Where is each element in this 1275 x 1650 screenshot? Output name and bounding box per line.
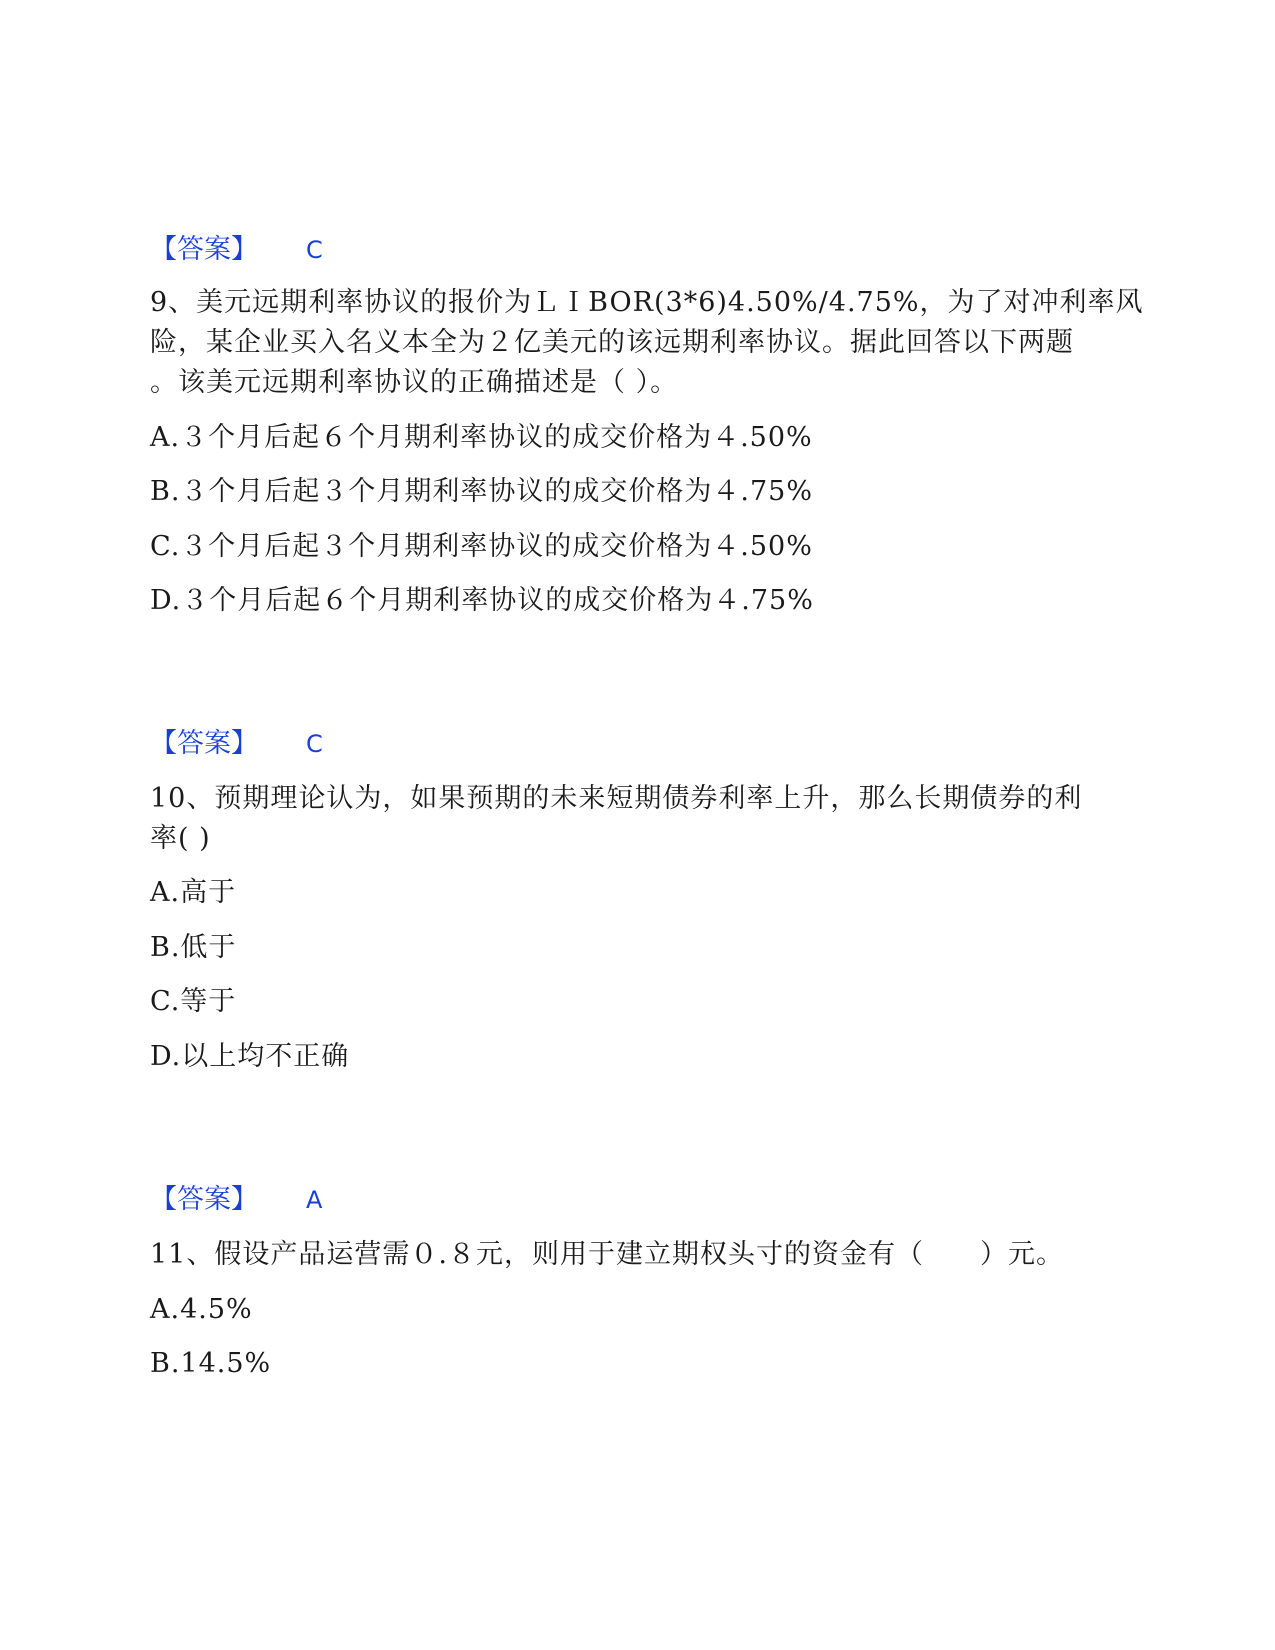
answer-value: A [306,1186,323,1214]
answer-value: C [306,730,323,758]
question-11-line-1: 11、假设产品运营需０.８元，则用于建立期权头寸的资金有（ ）元。 [150,1239,1064,1270]
question-10-option-d: D.以上均不正确 [150,1041,350,1072]
answer-row [150,1180,322,1220]
answer-label: 【答案】 [150,728,258,759]
question-9-line-1: 9、美元远期利率协议的报价为ＬＩBOR(3*6)4.50%/4.75%，为了对冲利率风 [150,287,1144,318]
answer-label: 【答案】 [150,234,258,265]
question-10-option-a: A.高于 [150,877,237,908]
question-9-line-2: 险，某企业买入名义本全为２亿美元的该远期利率协议。据此回答以下两题 [150,327,1074,358]
question-10-option-c: C.等于 [150,986,237,1017]
answer-row [150,230,323,270]
answer-value: C [306,236,323,264]
question-9-option-b: B.３个月后起３个月期利率协议的成交价格为４.75% [150,476,814,507]
question-11-option-b: B.14.5% [150,1348,272,1379]
question-9-option-a: A.３个月后起６个月期利率协议的成交价格为４.50% [150,422,813,453]
question-9-option-c: C.３个月后起３个月期利率协议的成交价格为４.50% [150,531,813,562]
question-11-option-a: A.4.5% [150,1294,253,1325]
question-10-option-b: B.低于 [150,932,237,963]
question-10-line-1: 10、预期理论认为，如果预期的未来短期债券利率上升，那么长期债券的利 [150,783,1083,814]
question-9-line-3: 。该美元远期利率协议的正确描述是（ ）。 [150,367,679,398]
answer-label: 【答案】 [150,1184,258,1215]
question-9-option-d: D.３个月后起６个月期利率协议的成交价格为４.75% [150,585,814,616]
question-10-line-2: 率( ) [150,823,211,854]
answer-row [150,724,323,764]
